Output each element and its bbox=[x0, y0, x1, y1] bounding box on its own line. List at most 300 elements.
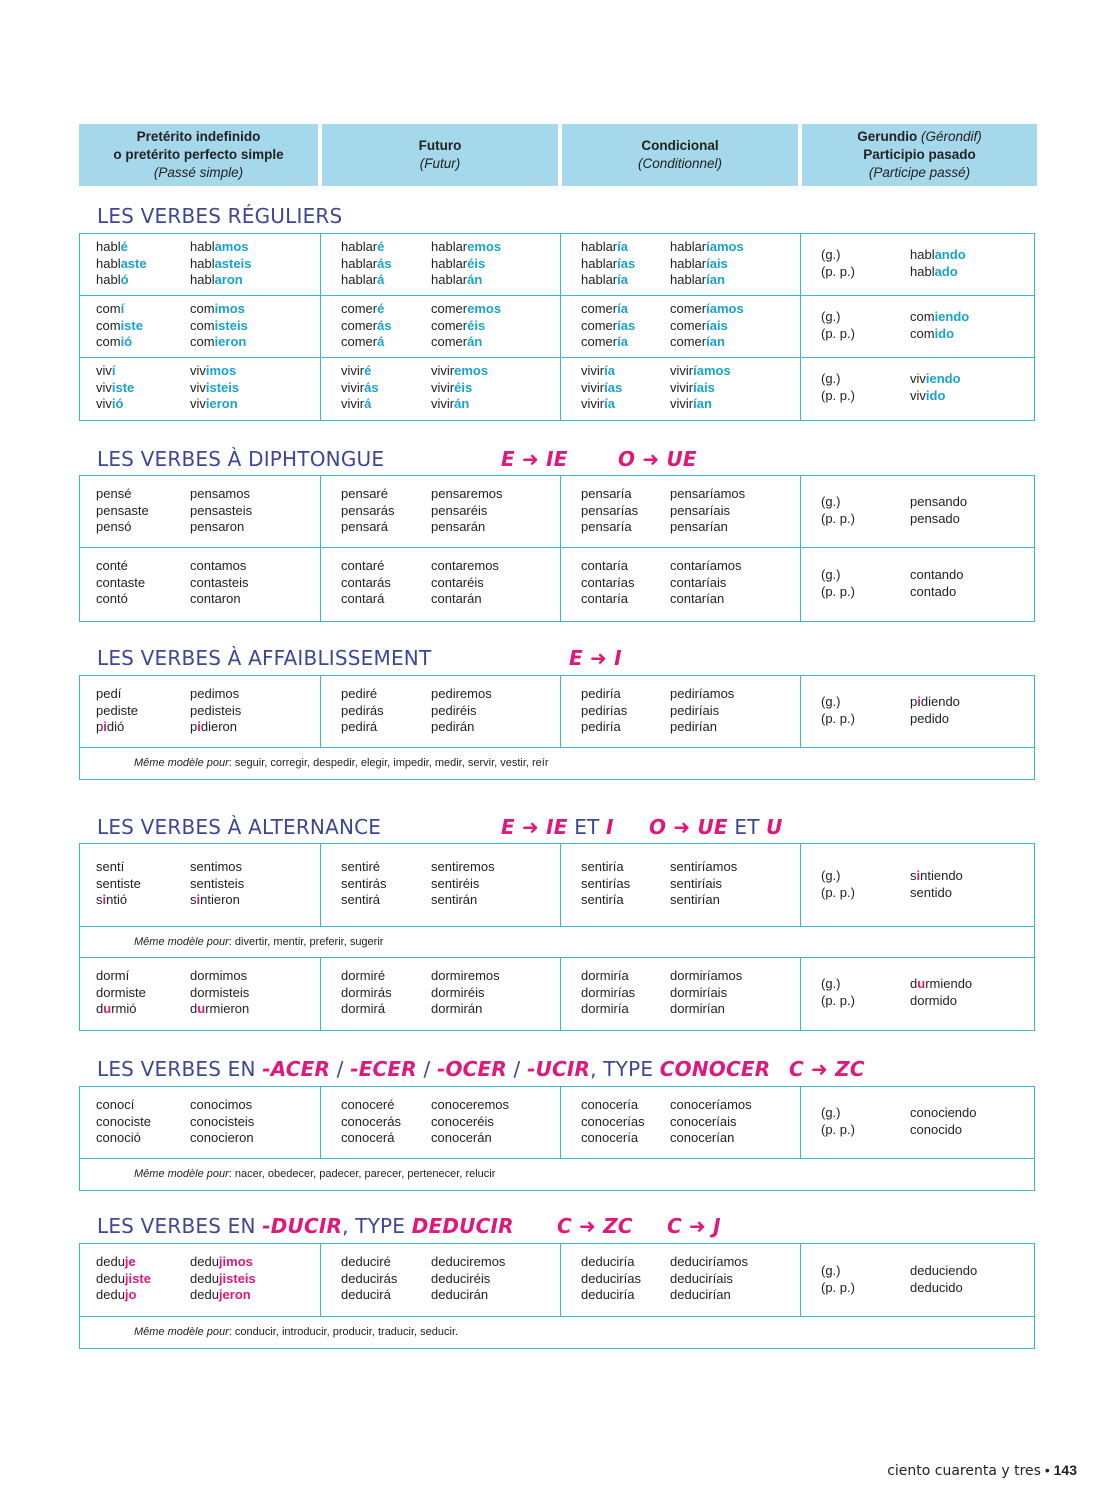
verb-form-part: iendo bbox=[925, 371, 961, 386]
verb-form bbox=[96, 318, 143, 335]
header-preterito-translation: (Passé simple) bbox=[153, 165, 244, 180]
same-model-verbs: : conducir, introducir, producir, traducir, seducir. bbox=[228, 1326, 459, 1338]
gerund-participle-forms bbox=[910, 247, 966, 280]
section-title-text: LES VERBES À DIPHTONGUE bbox=[97, 447, 385, 471]
verb-form-part: comer bbox=[581, 334, 618, 350]
verb-form-part: í bbox=[120, 301, 125, 316]
verb-form: pensaría bbox=[581, 486, 632, 501]
verb-form: dormiréis bbox=[431, 984, 485, 1000]
model-verb: DEDUCIR bbox=[411, 1214, 514, 1238]
verb-form-part: vivir bbox=[670, 396, 694, 412]
verb-form bbox=[96, 892, 141, 909]
table-conocer bbox=[79, 1086, 1035, 1191]
verb-form: pensó bbox=[96, 519, 132, 535]
table-row bbox=[80, 548, 1034, 621]
verb-form bbox=[910, 371, 961, 388]
verb-form-part: jeron bbox=[218, 1287, 251, 1303]
verb-form-part: comer bbox=[431, 317, 468, 333]
verb-form-part: iste bbox=[120, 317, 143, 333]
rule-part: O ➜ UE bbox=[649, 815, 728, 839]
verb-form-part: i bbox=[103, 719, 107, 735]
verb-form-part: hablar bbox=[581, 239, 618, 254]
participle-label: (p. p.) bbox=[821, 710, 855, 726]
column-divider bbox=[800, 358, 801, 420]
cond-column bbox=[581, 301, 635, 351]
verb-form-part: d bbox=[910, 976, 918, 991]
verb-form-part: ntió bbox=[106, 892, 128, 908]
verb-form bbox=[341, 318, 392, 335]
verb-form: dormiré bbox=[341, 968, 386, 983]
verb-form-part: u bbox=[103, 1001, 112, 1017]
table-reguliers bbox=[79, 233, 1035, 421]
verb-form: contamos bbox=[190, 558, 247, 573]
pret-column bbox=[190, 686, 241, 736]
table-row bbox=[80, 1087, 1034, 1159]
verb-form-part: comer bbox=[581, 317, 618, 333]
header-condicional bbox=[562, 124, 798, 186]
column-divider bbox=[560, 676, 561, 747]
gerund-participle-forms bbox=[910, 371, 961, 404]
verb-form-part: ieron bbox=[205, 396, 238, 412]
verb-form: pensé bbox=[96, 486, 132, 501]
header-futuro-title: Futuro bbox=[418, 138, 462, 153]
verb-form bbox=[581, 380, 622, 397]
verb-form bbox=[431, 272, 501, 289]
verb-form: pensarían bbox=[670, 519, 728, 535]
verb-form-part: com bbox=[910, 309, 935, 324]
verb-form-part: iendo bbox=[934, 309, 970, 324]
verb-form bbox=[431, 256, 501, 273]
verb-form: pedimos bbox=[190, 686, 240, 701]
verb-form-part: dió bbox=[106, 719, 125, 735]
table-row bbox=[80, 234, 1034, 296]
section-title-text: LES VERBES EN bbox=[97, 1057, 263, 1081]
verb-form-part: íais bbox=[693, 379, 715, 395]
verb-form-part: aste bbox=[120, 255, 147, 271]
verb-form-part: diendo bbox=[920, 694, 960, 709]
verb-form: pedisteis bbox=[190, 702, 242, 718]
table-row bbox=[80, 1244, 1034, 1317]
verb-form: pedirá bbox=[341, 719, 378, 735]
gerund-participle-forms bbox=[910, 309, 969, 342]
verb-form-part: u bbox=[197, 1001, 206, 1017]
fut-column bbox=[431, 558, 499, 608]
verb-form: contarían bbox=[670, 591, 725, 607]
verb-form-part: vivir bbox=[431, 363, 455, 378]
rule-part: ET bbox=[567, 815, 607, 839]
verb-form: conoceréis bbox=[431, 1113, 494, 1129]
verb-form: sentiste bbox=[96, 875, 141, 891]
verb-form: contaría bbox=[581, 591, 628, 607]
column-divider bbox=[560, 476, 561, 547]
verb-form-part: comer bbox=[341, 317, 378, 333]
fut-column bbox=[341, 968, 392, 1018]
verb-form: conocerás bbox=[341, 1113, 401, 1129]
section-title-alternance bbox=[97, 815, 783, 839]
verb-form bbox=[190, 256, 251, 273]
verb-form: conoceremos bbox=[431, 1097, 510, 1112]
verb-form: dormiremos bbox=[431, 968, 500, 983]
verb-form: contaría bbox=[581, 558, 628, 573]
verb-form-part: ías bbox=[617, 255, 636, 271]
verb-form: pensaste bbox=[96, 502, 149, 518]
column-divider bbox=[800, 234, 801, 295]
verb-form bbox=[341, 301, 392, 318]
verb-form-part: vivir bbox=[670, 363, 694, 378]
table-row bbox=[80, 676, 1034, 748]
verb-form-part: viv bbox=[190, 396, 206, 412]
column-divider bbox=[800, 548, 801, 621]
verb-form: pensará bbox=[341, 519, 388, 535]
verb-form-part: án bbox=[467, 334, 483, 350]
verb-form: conoceré bbox=[341, 1097, 395, 1112]
verb-form-part: vivir bbox=[581, 379, 605, 395]
verb-form-part: emos bbox=[467, 301, 502, 316]
gerund-participle-labels bbox=[821, 567, 855, 600]
verb-form-part: ía bbox=[617, 272, 628, 288]
verb-form: conté bbox=[96, 558, 128, 573]
fut-column bbox=[431, 301, 501, 351]
verb-form bbox=[96, 1001, 146, 1018]
verb-form-part: vivir bbox=[341, 363, 365, 378]
verb-form-part: vivir bbox=[670, 379, 694, 395]
verb-form bbox=[96, 334, 143, 351]
verb-form: pensaré bbox=[341, 486, 388, 501]
verb-form bbox=[96, 1271, 151, 1288]
fut-column bbox=[341, 1254, 397, 1304]
verb-form bbox=[341, 239, 392, 256]
verb-form: dormiría bbox=[581, 1001, 629, 1017]
gerund-participle-forms bbox=[910, 694, 960, 727]
verb-form-part: rmió bbox=[111, 1001, 137, 1017]
section-title-text: , TYPE bbox=[590, 1057, 660, 1081]
verb-form-part: ido bbox=[934, 325, 955, 341]
verb-form-part: ías bbox=[617, 317, 636, 333]
verb-form-part: viv bbox=[96, 396, 112, 412]
verb-form: sentí bbox=[96, 859, 125, 874]
verb-form-part: emos bbox=[454, 363, 489, 378]
column-divider bbox=[800, 676, 801, 747]
table-row bbox=[80, 476, 1034, 548]
same-model-note bbox=[80, 1317, 1034, 1348]
verb-form: sentirías bbox=[581, 875, 631, 891]
table-deducir bbox=[79, 1243, 1035, 1349]
verb-form bbox=[670, 256, 744, 273]
verb-form: pensaríais bbox=[670, 502, 730, 518]
footer-bullet: • bbox=[1044, 1462, 1050, 1478]
fut-column bbox=[341, 558, 391, 608]
verb-form-part: imos bbox=[214, 301, 245, 316]
fut-column bbox=[341, 363, 379, 413]
column-divider bbox=[800, 1244, 801, 1316]
gerund-label: (g.) bbox=[821, 868, 841, 883]
verb-form: conocimos bbox=[190, 1097, 253, 1112]
verb-form bbox=[96, 256, 147, 273]
verb-form-part: éis bbox=[454, 379, 473, 395]
verb-form: pediría bbox=[581, 686, 621, 701]
verb-form-part: hablar bbox=[670, 239, 707, 254]
rule-e-ie: E ➜ IE bbox=[501, 447, 568, 471]
pret-column bbox=[190, 301, 248, 351]
verb-form: deduciríamos bbox=[670, 1254, 749, 1269]
same-model-label: Même modèle pour bbox=[134, 936, 229, 948]
verb-form-part: ía bbox=[604, 363, 615, 378]
page-footer bbox=[887, 1462, 1077, 1479]
gerund-label: (g.) bbox=[821, 247, 841, 262]
verb-form: pedí bbox=[96, 686, 122, 701]
fut-column bbox=[431, 1254, 505, 1304]
verb-form-part: com bbox=[96, 334, 121, 350]
verb-form-part: comer bbox=[431, 334, 468, 350]
gerund-participle-forms bbox=[910, 976, 972, 1009]
verb-form: pediré bbox=[341, 686, 378, 701]
verb-form-part: ías bbox=[604, 379, 623, 395]
gerund-participle-labels bbox=[821, 494, 855, 527]
column-divider bbox=[560, 296, 561, 357]
cond-column bbox=[581, 686, 627, 736]
verb-form-part: é bbox=[377, 301, 385, 316]
verb-form: pensarán bbox=[431, 519, 486, 535]
verb-form: sentirás bbox=[341, 875, 387, 891]
verb-form: sentirán bbox=[431, 892, 478, 908]
verb-form: contarás bbox=[341, 574, 391, 590]
column-divider bbox=[560, 548, 561, 621]
verb-form: pensamos bbox=[190, 486, 250, 501]
verb-form-part: dedu bbox=[190, 1270, 219, 1286]
cond-column bbox=[670, 239, 744, 289]
verb-form-part: p bbox=[910, 694, 918, 709]
separator: / bbox=[507, 1057, 528, 1081]
verb-form bbox=[431, 396, 488, 413]
verb-form: deduciríais bbox=[670, 1270, 733, 1286]
column-divider bbox=[320, 1244, 321, 1316]
verb-form-part: jo bbox=[124, 1287, 137, 1303]
verb-form: dormiste bbox=[96, 984, 146, 1000]
verb-form bbox=[341, 396, 379, 413]
verb-form bbox=[341, 380, 379, 397]
verb-form: deduciréis bbox=[431, 1270, 491, 1286]
verb-form-part: dedu bbox=[96, 1270, 125, 1286]
cond-column bbox=[670, 968, 742, 1018]
same-model-verbs: : nacer, obedecer, padecer, parecer, pertenecer, relucir bbox=[228, 1168, 496, 1180]
cond-column bbox=[670, 363, 731, 413]
verb-form-part: com bbox=[190, 301, 215, 316]
verb-form: conociste bbox=[96, 1113, 151, 1129]
verb-form: contará bbox=[341, 591, 385, 607]
pret-column bbox=[96, 301, 143, 351]
verb-form-part: éis bbox=[467, 255, 486, 271]
verb-form-part: habl bbox=[96, 255, 121, 271]
verb-form bbox=[190, 1287, 256, 1304]
verb-form-part: je bbox=[124, 1254, 136, 1269]
verb-form-part: vivir bbox=[431, 396, 455, 412]
verb-form bbox=[190, 239, 251, 256]
verb-form bbox=[670, 318, 744, 335]
same-model-verbs: : seguir, corregir, despedir, elegir, impedir, medir, servir, vestir, reír bbox=[228, 757, 549, 769]
verb-form bbox=[670, 272, 744, 289]
verb-form-part: viv bbox=[910, 387, 926, 403]
gerund-label: (g.) bbox=[821, 1105, 841, 1120]
verb-form-part: com bbox=[96, 301, 121, 316]
conjugation-table-header bbox=[79, 124, 1037, 186]
pret-column bbox=[190, 859, 244, 909]
header-futuro-translation: (Futur) bbox=[419, 156, 461, 171]
column-divider bbox=[320, 234, 321, 295]
verb-form-part: ía bbox=[617, 334, 628, 350]
verb-form-part: jiste bbox=[124, 1270, 151, 1286]
section-title-diphtongue bbox=[97, 447, 697, 471]
verb-form-part: hablar bbox=[341, 239, 378, 254]
verb-form-part: ado bbox=[934, 263, 958, 279]
participle-label: (p. p.) bbox=[821, 1279, 855, 1295]
verb-form: conocido bbox=[910, 1121, 963, 1137]
verb-form bbox=[190, 1001, 249, 1018]
verb-form-part: hablar bbox=[341, 255, 378, 271]
separator: / bbox=[416, 1057, 437, 1081]
verb-form bbox=[670, 334, 744, 351]
gerund-participle-labels bbox=[821, 694, 855, 727]
ending-acer: -ACER bbox=[262, 1057, 331, 1081]
pret-column bbox=[96, 686, 138, 736]
verb-form-part: i bbox=[196, 892, 201, 908]
verb-form-part: ieron bbox=[214, 334, 247, 350]
verb-form-part: habl bbox=[96, 272, 121, 288]
verb-form-part: é bbox=[120, 239, 128, 254]
gerund-participle-labels bbox=[821, 1263, 855, 1296]
verb-form: pensando bbox=[910, 494, 968, 509]
verb-form bbox=[431, 363, 488, 380]
verb-form bbox=[910, 326, 969, 343]
verb-form-part: viv bbox=[190, 363, 206, 378]
verb-form bbox=[96, 380, 134, 397]
verb-form bbox=[190, 334, 248, 351]
verb-form-part: asteis bbox=[214, 255, 252, 271]
gerund-label: (g.) bbox=[821, 976, 841, 991]
verb-form bbox=[190, 1254, 256, 1271]
rule-o-ue-et-u bbox=[649, 815, 783, 839]
verb-form: dormí bbox=[96, 968, 130, 983]
verb-form bbox=[96, 363, 134, 380]
header-condicional-translation: (Conditionnel) bbox=[637, 156, 723, 171]
gerund-participle-labels bbox=[821, 371, 855, 404]
fut-column bbox=[431, 859, 495, 909]
same-model-label: Même modèle pour bbox=[134, 1168, 229, 1180]
verb-form-part: ía bbox=[604, 396, 615, 412]
verb-form-part: p bbox=[190, 719, 198, 735]
verb-form: sentido bbox=[910, 884, 952, 900]
verb-form-part: d bbox=[96, 1001, 104, 1017]
verb-form-part: dedu bbox=[190, 1287, 219, 1303]
verb-form-part: i bbox=[197, 719, 201, 735]
section-title-text: LES VERBES À ALTERNANCE bbox=[97, 815, 382, 839]
verb-form-part: comer bbox=[431, 301, 468, 316]
verb-form-part: hablar bbox=[670, 255, 707, 271]
verb-form-part: com bbox=[910, 325, 935, 341]
verb-form: contado bbox=[910, 583, 957, 599]
cond-column bbox=[581, 486, 638, 536]
pret-column bbox=[96, 1254, 151, 1304]
verb-form-part: amos bbox=[214, 239, 249, 254]
verb-form: deducirás bbox=[341, 1270, 398, 1286]
verb-form: dormiríamos bbox=[670, 968, 743, 983]
same-model-note bbox=[80, 748, 1034, 779]
table-row bbox=[80, 358, 1034, 420]
verb-form: sentiría bbox=[581, 892, 624, 908]
verb-form-part: emos bbox=[467, 239, 502, 254]
verb-form: deduciría bbox=[581, 1254, 635, 1269]
verb-form bbox=[581, 363, 622, 380]
verb-form-part: hablar bbox=[431, 272, 468, 288]
verb-form: dormirá bbox=[341, 1001, 386, 1017]
verb-form-part: i bbox=[917, 694, 921, 709]
verb-form: contaste bbox=[96, 574, 146, 590]
verb-form-part: viv bbox=[96, 379, 112, 395]
verb-form-part: íamos bbox=[706, 301, 744, 316]
table-alternance bbox=[79, 843, 1035, 1031]
verb-form: conocerían bbox=[670, 1130, 735, 1146]
pret-column bbox=[190, 486, 252, 536]
verb-form: contarías bbox=[581, 574, 635, 590]
verb-form-part: comer bbox=[581, 301, 618, 316]
verb-form: conocieron bbox=[190, 1130, 254, 1146]
verb-form bbox=[581, 334, 635, 351]
verb-form bbox=[670, 380, 731, 397]
column-divider bbox=[320, 958, 321, 1030]
fut-column bbox=[341, 239, 392, 289]
header-participio-translation: (Participe passé) bbox=[868, 165, 971, 180]
verb-form: dormirías bbox=[581, 984, 636, 1000]
gerund-label: (g.) bbox=[821, 309, 841, 324]
verb-form bbox=[341, 334, 392, 351]
verb-form-part: dedu bbox=[190, 1254, 219, 1269]
pret-column bbox=[190, 363, 239, 413]
gerund-label: (g.) bbox=[821, 567, 841, 582]
verb-form bbox=[431, 318, 501, 335]
same-model-note bbox=[80, 1159, 1034, 1190]
verb-form: pensado bbox=[910, 510, 960, 526]
table-row bbox=[80, 296, 1034, 358]
fut-column bbox=[341, 859, 387, 909]
verb-form bbox=[96, 719, 138, 736]
cond-column bbox=[670, 486, 745, 536]
verb-form bbox=[910, 309, 969, 326]
verb-form bbox=[581, 272, 635, 289]
fut-column bbox=[431, 239, 501, 289]
verb-form: contó bbox=[96, 591, 128, 607]
cond-column bbox=[581, 363, 622, 413]
verb-form-part: ntiendo bbox=[920, 868, 963, 883]
verb-form: sentiré bbox=[341, 859, 381, 874]
verb-form-part: íamos bbox=[706, 239, 744, 254]
verb-form: deduciría bbox=[581, 1287, 635, 1303]
column-divider bbox=[560, 358, 561, 420]
cond-column bbox=[670, 558, 742, 608]
verb-form-part: isteis bbox=[205, 379, 240, 395]
verb-form bbox=[431, 239, 501, 256]
verb-form-part: íais bbox=[706, 255, 728, 271]
verb-form bbox=[581, 239, 635, 256]
verb-form-part: é bbox=[364, 363, 372, 378]
verb-form bbox=[341, 363, 379, 380]
verb-form-part: éis bbox=[467, 317, 486, 333]
verb-form: deduciré bbox=[341, 1254, 391, 1269]
verb-form: pedirían bbox=[670, 719, 717, 735]
verb-form-part: ando bbox=[934, 247, 966, 262]
verb-form: pensarías bbox=[581, 502, 639, 518]
verb-form-part: ó bbox=[120, 272, 129, 288]
section-title-deducir bbox=[97, 1214, 721, 1238]
rule-c-j: C ➜ J bbox=[667, 1214, 721, 1238]
